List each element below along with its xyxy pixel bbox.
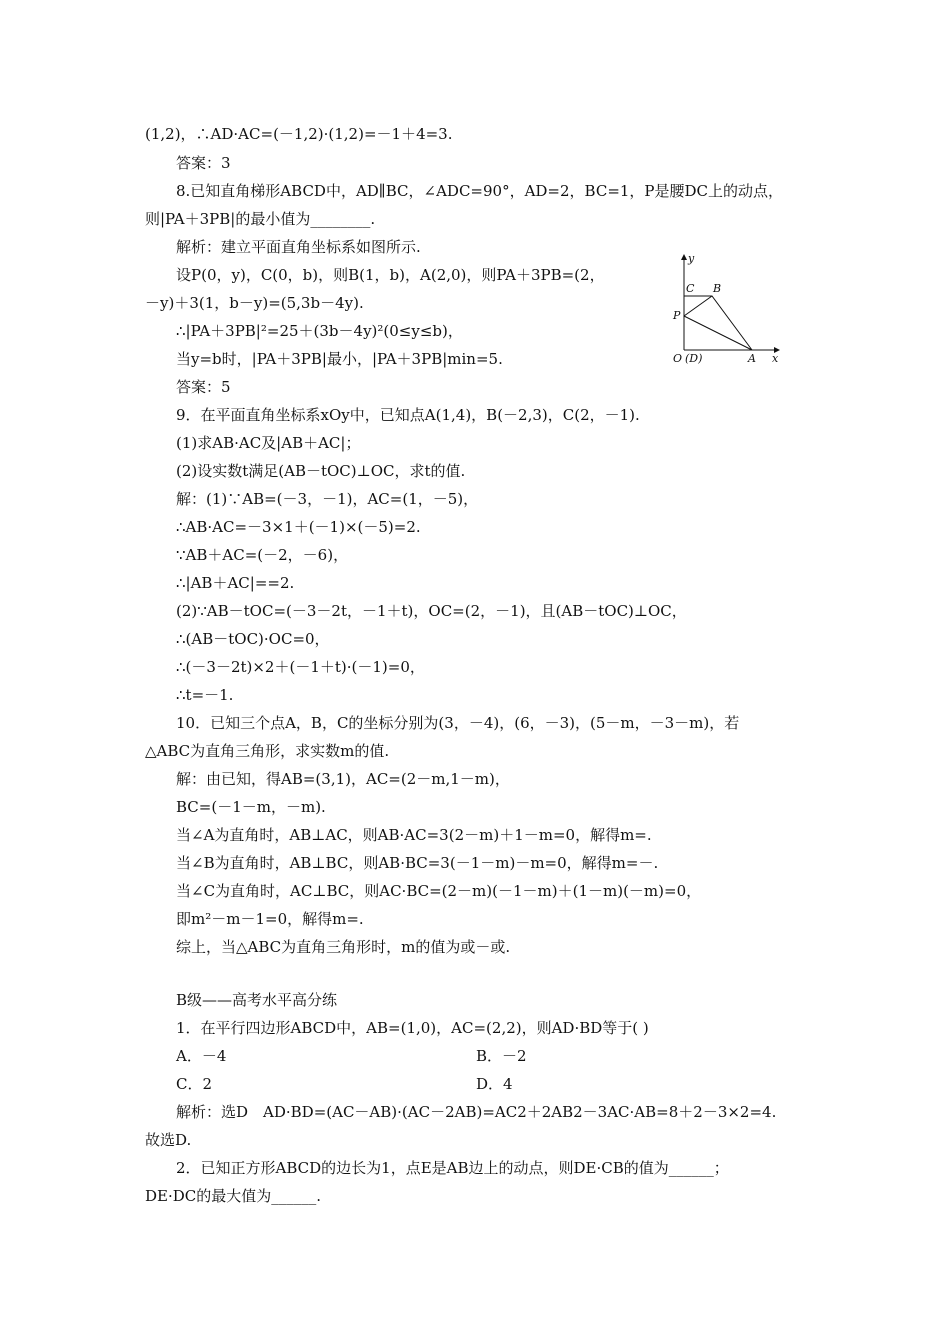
- y-axis-arrow: [681, 254, 687, 260]
- answer-line: 答案：5: [176, 378, 231, 396]
- text-line: (1,2)，∴AD·AC=(－1,2)·(1,2)=－1＋4=3.: [145, 125, 453, 143]
- problem-8-line: 8.已知直角梯形ABCD中，AD∥BC，∠ADC=90°，AD=2，BC=1，P是腰DC上的动点，: [176, 182, 784, 200]
- option-a: A．－4: [176, 1047, 227, 1065]
- text-line: 当∠B为直角时，AB⊥BC，则AB·BC=3(－1－m)－m=0，解得m=－.: [176, 854, 659, 872]
- text-line: ∴(－3－2t)×2＋(－1＋t)·(－1)=0，: [176, 658, 425, 676]
- text-line: 设P(0，y)，C(0，b)，则B(1，b)，A(2,0)，则PA＋3PB=(2，: [176, 266, 605, 284]
- text-line: 即m²－m－1=0，解得m=.: [176, 910, 364, 928]
- text-line: 综上，当△ABC为直角三角形时，m的值为或－或.: [176, 938, 511, 956]
- section-heading: B级——高考水平高分练: [176, 991, 338, 1009]
- text-line: (1)求AB·AC及|AB＋AC|；: [176, 434, 361, 452]
- answer-line: 答案：3: [176, 154, 231, 172]
- label-c: C: [686, 282, 695, 295]
- text-line: 当∠C为直角时，AC⊥BC，则AC·BC=(2－m)(－1－m)＋(1－m)(－m)=0，: [176, 882, 702, 900]
- label-a: A: [748, 352, 756, 364]
- label-y: y: [688, 252, 695, 265]
- text-line: 解：(1)∵AB=(－3，－1)，AC=(1，－5)，: [176, 490, 479, 508]
- text-line: ∴(AB－tOC)·OC=0，: [176, 630, 330, 648]
- coordinate-figure: [662, 252, 784, 364]
- text-line: 解析：选D AD·BD=(AC－AB)·(AC－2AB)=AC2＋2AB2－3AC·AB=8＋2－3×2=4.: [176, 1103, 777, 1121]
- text-line: ∴|AB＋AC|==2.: [176, 574, 295, 592]
- text-line: 当y=b时，|PA＋3PB|最小，|PA＋3PB|min=5.: [176, 350, 503, 368]
- text-line: 当∠A为直角时，AB⊥AC，则AB·AC=3(2－m)＋1－m=0，解得m=.: [176, 826, 652, 844]
- option-c: C．2: [176, 1075, 213, 1093]
- text-line: ∴|PA＋3PB|²=25＋(3b－4y)²(0≤y≤b)，: [176, 322, 463, 340]
- problem-b2-line: 2．已知正方形ABCD的边长为1，点E是AB边上的动点，则DE·CB的值为______；: [176, 1159, 729, 1177]
- text-line: ∴AB·AC=－3×1＋(－1)×(－5)=2.: [176, 518, 421, 536]
- segment-pb: [684, 296, 712, 316]
- label-x: x: [772, 352, 779, 364]
- text-line: ∵AB＋AC=(－2，－6)，: [176, 546, 349, 564]
- text-line: (2)设实数t满足(AB－tOC)⊥OC，求t的值.: [176, 462, 466, 480]
- label-o: O: [673, 352, 683, 364]
- label-d: (D): [685, 352, 703, 364]
- text-line: DE·DC的最大值为______.: [145, 1187, 322, 1205]
- option-d: D．4: [476, 1075, 513, 1093]
- option-b: B．－2: [476, 1047, 527, 1065]
- text-line: 则|PA＋3PB|的最小值为________.: [145, 210, 376, 228]
- text-line: 解析：建立平面直角坐标系如图所示.: [176, 238, 421, 256]
- problem-b1-line: 1．在平行四边形ABCD中，AB=(1,0)，AC=(2,2)，则AD·BD等于( ): [176, 1019, 649, 1037]
- text-line: △ABC为直角三角形，求实数m的值.: [145, 742, 390, 760]
- text-line: ∴t=－1.: [176, 686, 234, 704]
- problem-9-line: 9．在平面直角坐标系xOy中，已知点A(1,4)，B(－2,3)，C(2，－1).: [176, 406, 640, 424]
- text-line: (2)∵AB－tOC=(－3－2t，－1＋t)，OC=(2，－1)，且(AB－tOC)⊥OC，: [176, 602, 687, 620]
- label-b: B: [713, 282, 722, 295]
- text-line: 故选D.: [145, 1131, 192, 1149]
- problem-10-line: 10．已知三个点A，B，C的坐标分别为(3，－4)，(6，－3)，(5－m，－3－m)，若: [176, 714, 740, 732]
- label-p: P: [673, 309, 681, 322]
- text-line: 解：由已知，得AB=(3,1)，AC=(2－m,1－m)，: [176, 770, 510, 788]
- text-line: －y)＋3(1，b－y)=(5,3b－4y).: [145, 294, 364, 312]
- trapezoid-edges: [684, 296, 752, 350]
- text-line: BC=(－1－m，－m).: [176, 798, 326, 816]
- segment-pa: [684, 316, 752, 350]
